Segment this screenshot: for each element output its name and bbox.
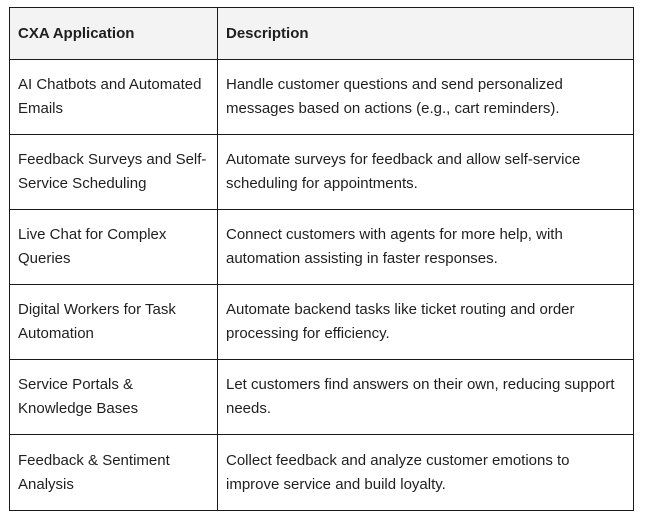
application-cell: Service Portals & Knowledge Bases (10, 360, 218, 435)
application-cell: AI Chatbots and Automated Emails (10, 60, 218, 135)
description-cell: Automate backend tasks like ticket routing and order processing for efficiency. (218, 285, 634, 360)
column-header-description: Description (218, 8, 634, 60)
table-row (10, 210, 634, 285)
table-row (10, 135, 634, 210)
table-row (10, 60, 634, 135)
application-cell: Live Chat for Complex Queries (10, 210, 218, 285)
description-cell: Collect feedback and analyze customer emotions to improve service and build loyalty. (218, 435, 634, 511)
description-cell: Let customers find answers on their own, reducing support needs. (218, 360, 634, 435)
cxa-applications-table (9, 7, 634, 511)
table-header (10, 8, 634, 60)
application-cell: Feedback & Sentiment Analysis (10, 435, 218, 511)
description-cell: Handle customer questions and send personalized messages based on actions (e.g., cart reminders). (218, 60, 634, 135)
table-row (10, 435, 634, 511)
application-cell: Digital Workers for Task Automation (10, 285, 218, 360)
table-row (10, 360, 634, 435)
description-cell: Automate surveys for feedback and allow self-service scheduling for appointments. (218, 135, 634, 210)
column-header-application: CXA Application (10, 8, 218, 60)
description-cell: Connect customers with agents for more help, with automation assisting in faster responses. (218, 210, 634, 285)
application-cell: Feedback Surveys and Self-Service Scheduling (10, 135, 218, 210)
header-row (10, 8, 634, 60)
table-row (10, 285, 634, 360)
table-body (10, 60, 634, 511)
